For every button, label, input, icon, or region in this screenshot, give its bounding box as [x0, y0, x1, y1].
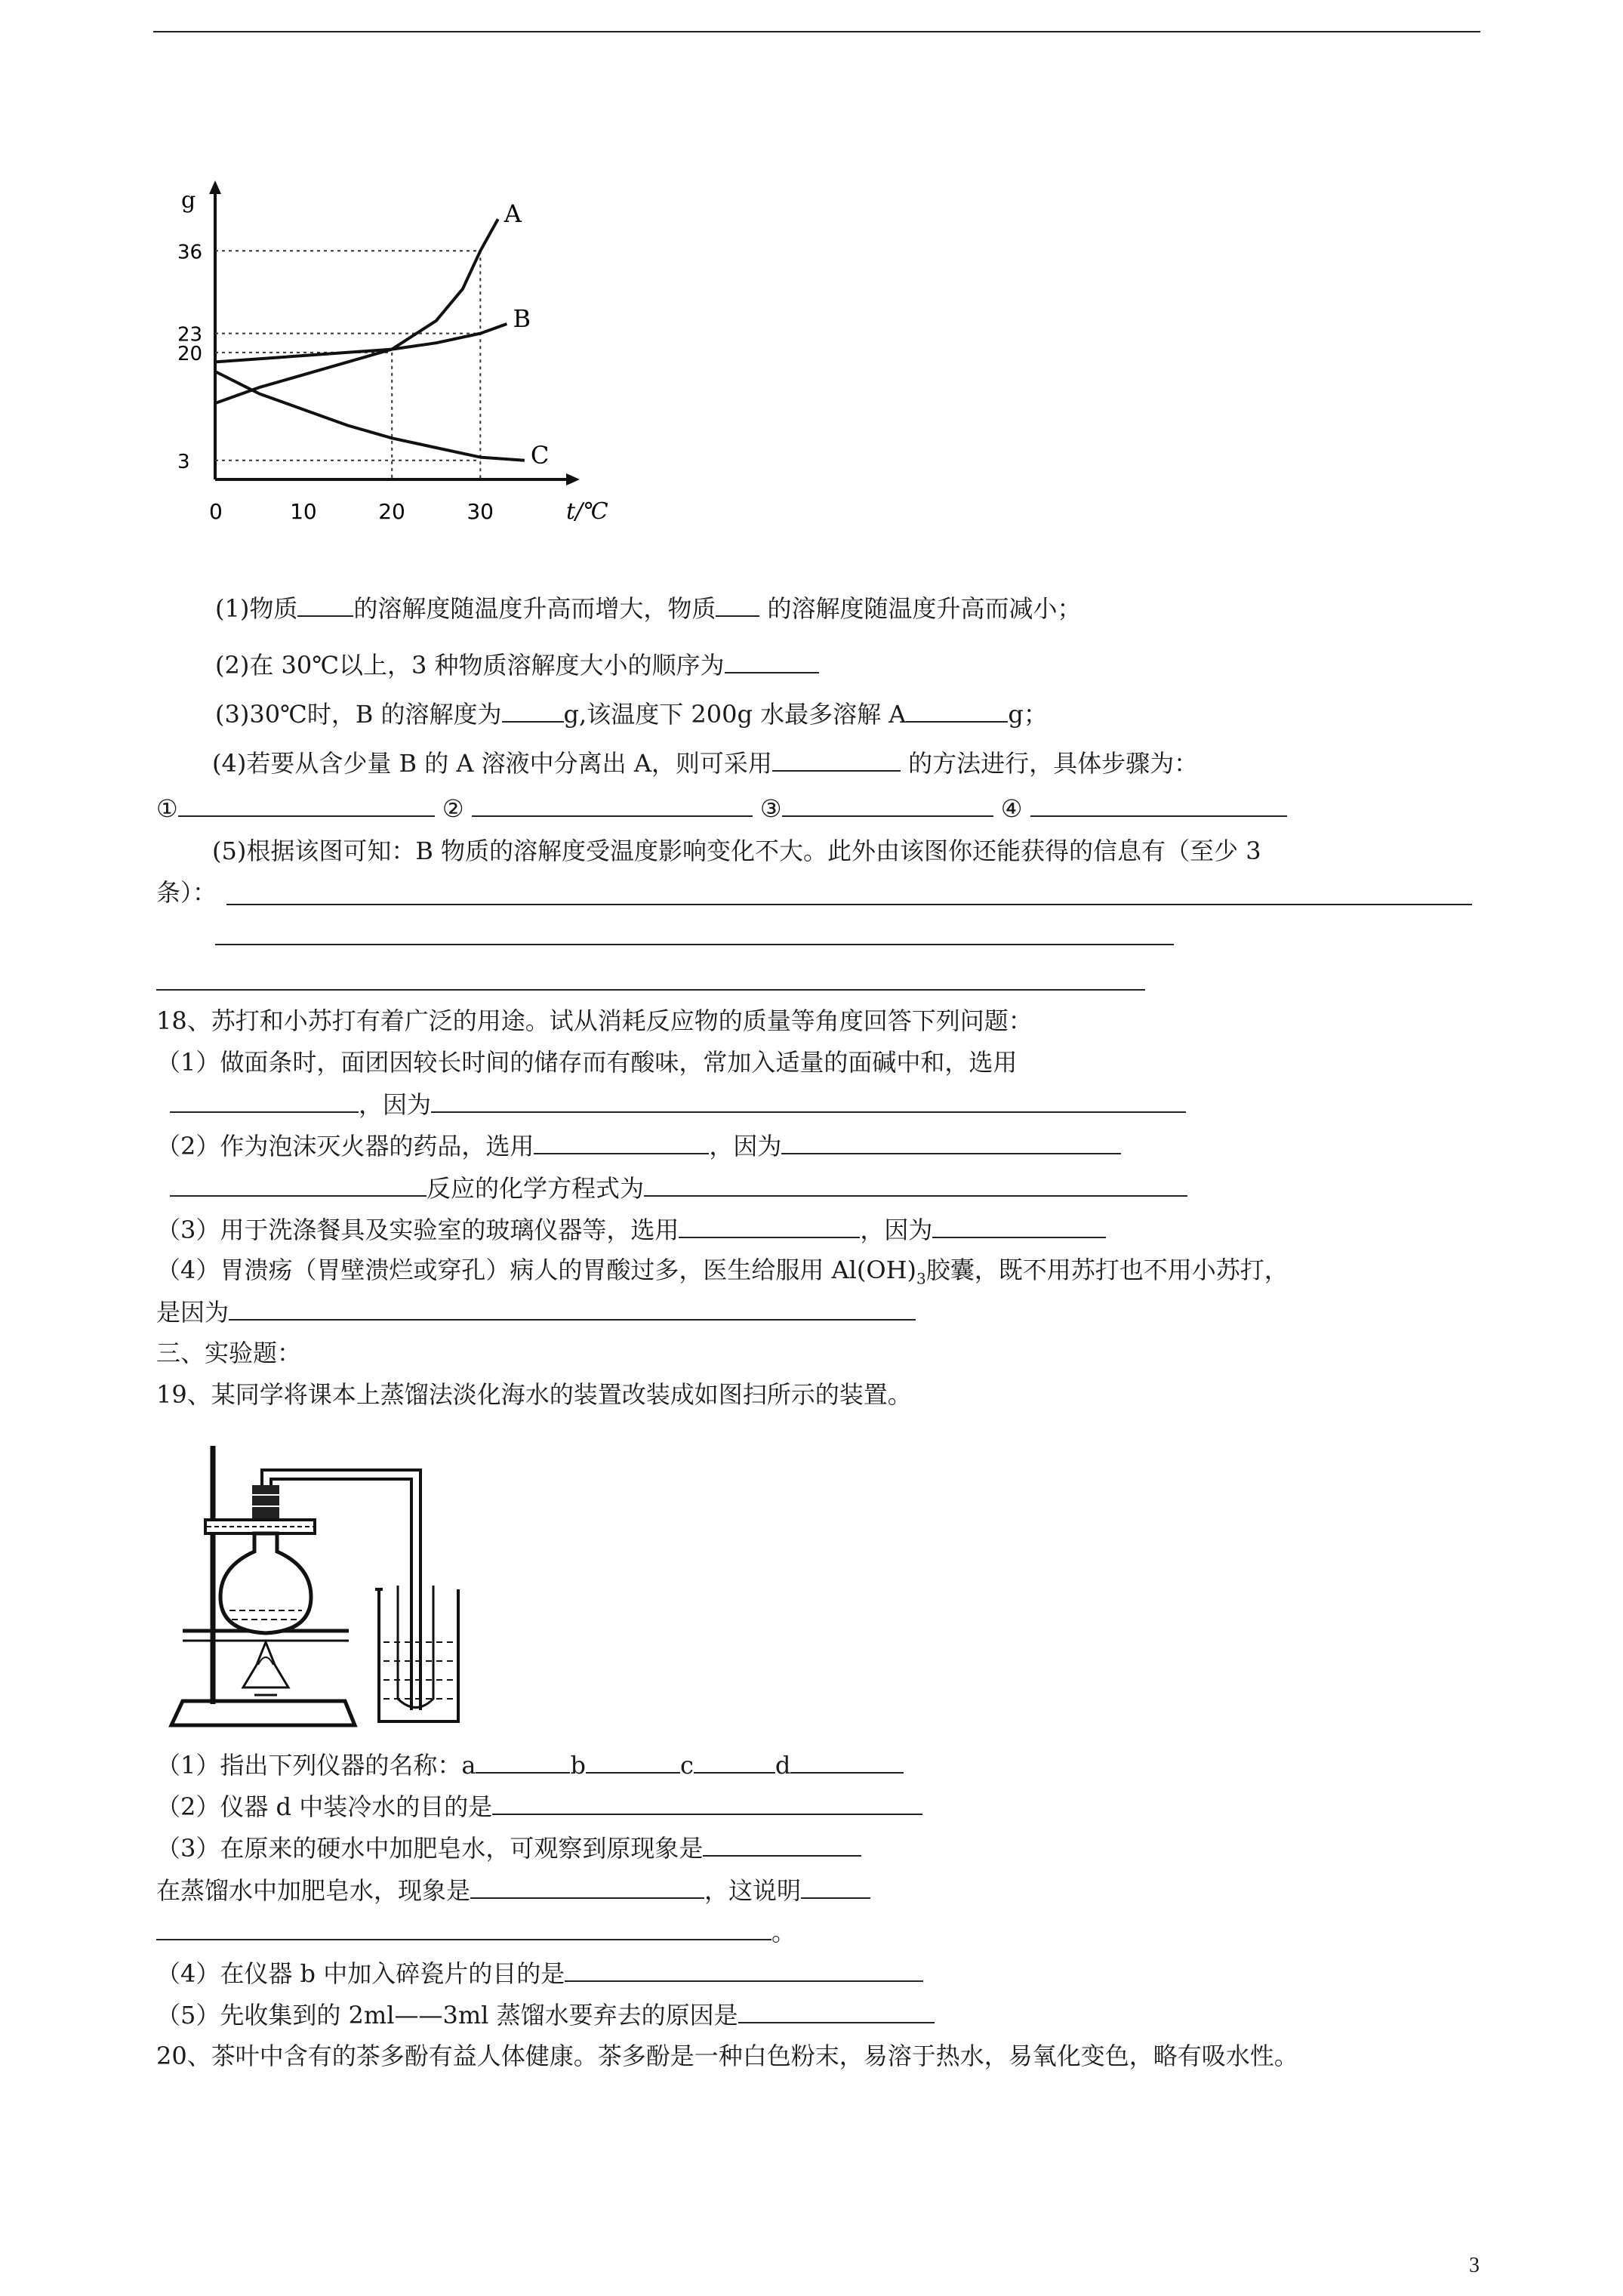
q17-step-2: ②	[442, 794, 464, 823]
solubility-chart	[159, 177, 627, 570]
q18-p2-a: （2）作为泡沫灭火器的药品，选用	[156, 1132, 534, 1160]
q19-blank-7[interactable]	[565, 1958, 923, 1982]
x-axis-label: t/℃	[566, 498, 608, 525]
q18-p4-a: （4）胃溃疡（胃壁溃烂或穿孔）病人的胃酸过多，医生给服用 Al(OH)	[156, 1256, 916, 1284]
q18-title: 18、苏打和小苏打有着广泛的用途。试从消耗反应物的质量等角度回答下列问题：	[156, 1006, 1033, 1035]
q19-blank-b[interactable]	[586, 1749, 680, 1774]
y-tick-label: 3	[177, 450, 190, 473]
q19-p1-c: c	[679, 1751, 694, 1780]
x-axis-arrow	[566, 473, 580, 485]
y-tick-label: 23	[177, 323, 203, 347]
q19-p3-c: ，这说明	[704, 1876, 802, 1905]
q17-p3-b: g,该温度下 200g 水最多溶解 A	[563, 700, 907, 729]
q19-p5: （5）先收集到的 2ml——3ml 蒸馏水要弃去的原因是	[156, 2001, 738, 2029]
q19-p2: （2）仪器 d 中装冷水的目的是	[156, 1792, 493, 1821]
distillation-apparatus	[160, 1438, 492, 1740]
q19-p1-a: （1）指出下列仪器的名称：a	[156, 1751, 476, 1780]
y-tick-label: 20	[177, 342, 203, 365]
q17-p3-c: g；	[1008, 700, 1048, 729]
q17-blank-step-3[interactable]	[782, 793, 993, 817]
q19-p4: （4）在仪器 b 中加入碎瓷片的目的是	[156, 1959, 565, 1988]
x-tick-label: 20	[378, 499, 405, 524]
series-label-C: C	[530, 440, 550, 470]
q18-blank-3[interactable]	[534, 1130, 709, 1154]
x-tick-label: 30	[467, 499, 494, 524]
q17-step-4: ④	[1000, 794, 1023, 823]
q17-blank-1[interactable]	[297, 593, 353, 617]
q18-blank-5[interactable]	[170, 1173, 427, 1197]
q18-p3-b: ，因为	[860, 1216, 933, 1244]
q17-answer-line-3[interactable]	[156, 989, 1145, 991]
q17-answer-line-2[interactable]	[215, 944, 1174, 945]
series-line-B	[215, 324, 507, 362]
q17-step-3: ③	[759, 794, 782, 823]
y-axis-arrow	[209, 180, 221, 194]
q17-blank-step-1[interactable]	[178, 793, 435, 817]
q17-blank-4[interactable]	[502, 698, 564, 723]
q18-p3-a: （3）用于洗涤餐具及实验室的玻璃仪器等，选用	[156, 1216, 679, 1244]
q18-blank-8[interactable]	[932, 1214, 1106, 1238]
series-line-A	[215, 219, 498, 403]
q18-p2-b: ，因为	[709, 1132, 782, 1160]
q19-blank-3[interactable]	[703, 1832, 861, 1857]
q17-answer-line-1[interactable]	[226, 904, 1472, 905]
q17-p4-a: (4)若要从含少量 B 的 A 溶液中分离出 A，则可采用	[212, 749, 772, 778]
q18-p4-b: 胶囊，既不用苏打也不用小苏打，	[925, 1256, 1289, 1284]
q18-blank-7[interactable]	[679, 1214, 860, 1238]
q18-p1: （1）做面条时，面团因较长时间的储存而有酸味，常加入适量的面碱中和，选用	[156, 1048, 1018, 1077]
q18-p1-b: ，因为	[359, 1090, 432, 1119]
series-line-C	[215, 371, 525, 461]
q18-p4-c: 是因为	[156, 1298, 229, 1327]
q17-step-1: ①	[156, 794, 178, 823]
q18-blank-4[interactable]	[781, 1130, 1121, 1154]
section-3-title: 三、实验题：	[156, 1339, 302, 1367]
q17-blank-6[interactable]	[772, 747, 901, 772]
q17-p1-a: (1)物质	[215, 594, 298, 623]
q17-blank-5[interactable]	[906, 698, 1008, 723]
y-tick-label: 36	[177, 241, 203, 264]
header-rule	[153, 31, 1480, 32]
q19-blank-5[interactable]	[801, 1875, 870, 1899]
q18-p4-sub: 3	[916, 1269, 926, 1288]
y-axis-label: g	[181, 187, 196, 214]
q18-blank-9[interactable]	[229, 1296, 916, 1321]
page-number: 3	[1469, 2254, 1480, 2277]
q19-p3: （3）在原来的硬水中加肥皂水，可观察到原现象是	[156, 1834, 704, 1863]
q18-p2-c: 反应的化学方程式为	[427, 1174, 645, 1203]
q20-text: 20、茶叶中含有的茶多酚有益人体健康。茶多酚是一种白色粉末，易溶于热水，易氧化变色，略有吸水性。	[156, 2042, 1298, 2070]
q17-p1-c: 的溶解度随温度升高而减小；	[759, 594, 1082, 623]
q17-p5-cont: 条）：	[156, 878, 217, 907]
q19-blank-2[interactable]	[492, 1791, 922, 1815]
q17-p1-b: 的溶解度随温度升高而增大，物质	[353, 594, 716, 623]
series-label-B: B	[513, 304, 531, 333]
series-label-A: A	[504, 199, 522, 229]
q19-p3-end: 。	[771, 1918, 796, 1946]
q19-p1-b: b	[570, 1751, 586, 1780]
q19-title: 19、某同学将课本上蒸馏法淡化海水的装置改装成如图扫所示的装置。	[156, 1380, 912, 1409]
q19-blank-4[interactable]	[470, 1875, 704, 1899]
q18-blank-2[interactable]	[431, 1089, 1186, 1113]
q19-p1-d: d	[775, 1751, 791, 1780]
q19-blank-a[interactable]	[476, 1749, 570, 1774]
chart-layer	[177, 180, 608, 525]
q19-blank-8[interactable]	[738, 1999, 935, 2023]
q19-blank-c[interactable]	[694, 1749, 775, 1774]
q18-blank-1[interactable]	[170, 1089, 359, 1113]
q19-p3-b: 在蒸馏水中加肥皂水，现象是	[156, 1876, 471, 1905]
x-tick-label: 0	[209, 499, 223, 524]
q17-blank-step-4[interactable]	[1030, 793, 1287, 817]
q17-p2: (2)在 30℃以上，3 种物质溶解度大小的顺序为	[215, 651, 725, 680]
q17-p4-b: 的方法进行，具体步骤为：	[900, 749, 1199, 778]
q17-p3-a: (3)30℃时，B 的溶解度为	[215, 700, 502, 729]
q17-p5: (5)根据该图可知：B 物质的溶解度受温度影响变化不大。此外由该图你还能获得的信息有（至少 3	[212, 837, 1261, 865]
q17-blank-3[interactable]	[725, 649, 819, 673]
x-tick-label: 10	[290, 499, 317, 524]
q19-blank-d[interactable]	[790, 1749, 904, 1774]
q19-blank-6[interactable]	[156, 1916, 771, 1940]
q17-blank-step-2[interactable]	[472, 793, 753, 817]
q17-blank-2[interactable]	[716, 593, 759, 617]
q18-blank-6[interactable]	[644, 1173, 1187, 1197]
